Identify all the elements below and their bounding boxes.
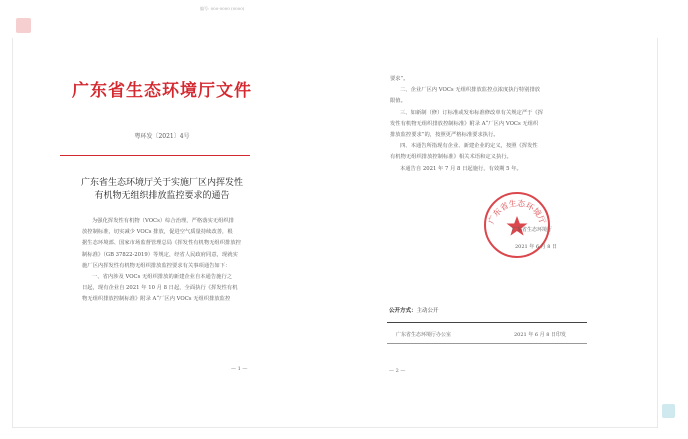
notice-title xyxy=(0,177,324,203)
disclosure-method xyxy=(389,306,439,314)
archive-number: 编号: 000-0000 (0000) xyxy=(200,6,245,11)
notice-title-line: 广东省生态环境厅关于实施厂区内挥发性 xyxy=(80,178,243,188)
body-line: 为强化挥发性有机物（VOCs）综合治理，严格落实无组织排 xyxy=(92,218,234,224)
signing-unit: 广东省生态环境厅 xyxy=(512,227,553,233)
notice-title-line: 有机物无组织排放监控要求的通告 xyxy=(94,191,230,201)
body-line: 有机物无组织排放控制标准》相关术语和定义执行。 xyxy=(390,154,512,161)
body-line: 制标准》（GB 37822-2019）等规定，经省人民政府同意，现就实 xyxy=(82,251,238,258)
footer-rule xyxy=(387,343,587,344)
body-text-page-1 xyxy=(82,216,272,306)
body-line: 发性有机物无组织排放控制标准》附录 A“厂区内 VOCs 无组织 xyxy=(390,120,539,127)
page-number: — 2 — xyxy=(389,368,406,374)
body-line: 二、企业厂区内 VOCs 无组织排放监控点浓度执行特别排放 xyxy=(400,87,541,94)
header-divider xyxy=(60,155,250,156)
corner-marker-icon xyxy=(16,18,31,33)
footer-rule xyxy=(387,322,587,323)
body-text-page-2 xyxy=(390,74,586,175)
corner-marker-icon xyxy=(662,404,675,418)
document-number: 粤环发〔2021〕4号 xyxy=(134,133,190,140)
document-header: 广东省生态环境厅文件 xyxy=(72,81,252,101)
body-line: 据生态环境部、国家市场监督管理总局《挥发性有机物无组织排放控 xyxy=(82,240,241,247)
disclosure-value: 主动公开 xyxy=(416,308,439,314)
disclosure-label: 公开方式： xyxy=(389,308,417,314)
body-line: 物无组织排放控制标准》附录 A“厂区内 VOCs 无组织排放监控 xyxy=(82,296,231,303)
page-number: — 1 — xyxy=(231,366,248,372)
issuing-office: 广东省生态环境厅办公室 xyxy=(396,332,452,338)
body-line: 放控制标准，切实减少 VOCs 排放，促进空气质量持续改善，根 xyxy=(82,229,233,236)
body-line: 要求”。 xyxy=(390,76,409,82)
signing-date: 2021 年 6 月 8 日 xyxy=(515,244,558,250)
body-line: 限值。 xyxy=(390,98,406,105)
body-line: 一、省内涉及 VOCs 无组织排放的新建企业自本通告施行之 xyxy=(92,274,233,281)
seal-text: 广东省生态环境厅 xyxy=(486,198,548,226)
body-line: 排放监控要求”的，按照更严格标准要求执行。 xyxy=(390,132,499,139)
body-line: 本通告自 2021 年 7 月 8 日起施行，有效期 5 年。 xyxy=(400,165,522,172)
body-line: 三、如新制（修）订标准或发布标准修改单有关规定严于《挥 xyxy=(400,109,544,116)
body-line: 四、本通告所指现有企业、新建企业的定义，按照《挥发性 xyxy=(400,143,538,150)
body-line: 施厂区内挥发性有机物无组织排放监控要求有关事项通告如下： xyxy=(82,262,231,269)
body-line: 日起，现有企业自 2021 年 10 月 8 日起，全面执行《挥发性有机 xyxy=(82,285,238,292)
print-date: 2021 年 6 月 8 日印发 xyxy=(514,332,567,338)
